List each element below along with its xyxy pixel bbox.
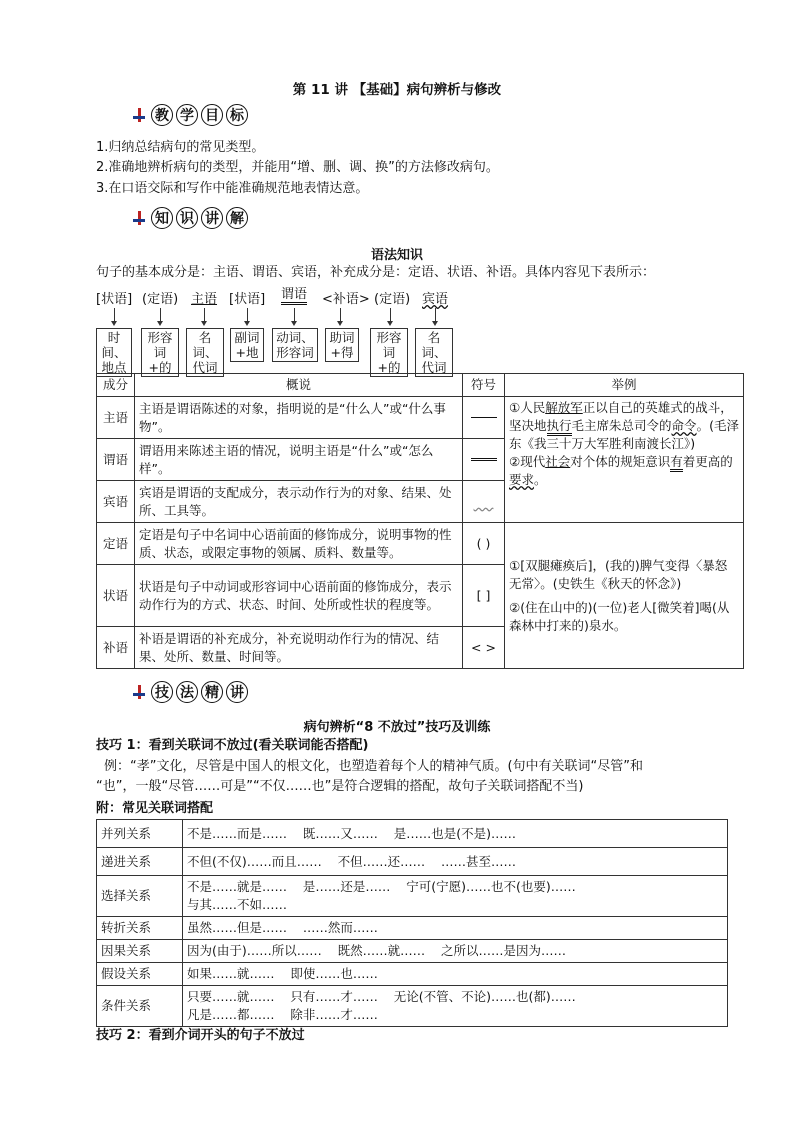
table-row (97, 917, 728, 940)
table-row (97, 963, 728, 986)
goal-item: 1.归纳总结病句的常见类型。 (96, 140, 265, 155)
section-char: 教 (151, 104, 173, 126)
appendix-heading: 附：常见关联词搭配 (96, 801, 214, 816)
relation-type: 假设关系 (97, 963, 183, 986)
symbol-adverbial: [ ] (463, 565, 505, 627)
section-char: 标 (226, 104, 248, 126)
relation-words: 不是……而是…… 既……又…… 是……也是(不是)…… (183, 820, 728, 848)
example-cell-2: ①[双腿瘫痪后]，(我的)脾气变得〈暴怒无常〉。(史铁生《秋天的怀念》) ②(住在山中的)(一位)老人[微笑着]喝(从森林中打来的)泉水。 (505, 523, 744, 669)
tip-1: 技巧 1：看到关联词不放过(看关联词能否搭配) (96, 738, 369, 753)
example-line: 例：“孝”文化，尽管是中国人的根文化，也塑造着每个人的精神气质。(句中有关联词“尽管”和 (104, 759, 644, 774)
table-row (97, 523, 744, 565)
table-row (97, 397, 744, 439)
symbol-attributive: ( ) (463, 523, 505, 565)
structure-label: (定语) (142, 292, 179, 307)
section-char: 讲 (226, 681, 248, 703)
section-marker-icon (133, 685, 145, 699)
relation-type: 因果关系 (97, 940, 183, 963)
section-header-skills (133, 681, 248, 703)
relation-words: 不但(不仅)……而且…… 不但……还…… ……甚至…… (183, 848, 728, 876)
table-row (97, 876, 728, 917)
page-title: 第 11 讲 【基础】病句辨析与修改 (292, 82, 502, 98)
relation-type: 递进关系 (97, 848, 183, 876)
example-line: “也”，一般“尽管……可是”“不仅……也”是符合逻辑的搭配，故句子关联词搭配不当) (96, 779, 584, 794)
structure-label: 宾语 (422, 292, 449, 307)
structure-box: 时间、 地点 (96, 328, 132, 377)
section-char: 技 (151, 681, 173, 703)
structure-label: (定语) (374, 292, 411, 307)
table-header-row (97, 374, 744, 397)
relation-type: 条件关系 (97, 986, 183, 1027)
grammar-intro: 句子的基本成分是：主语、谓语、宾语，补充成分是：定语、状语、补语。具体内容见下表所示： (96, 265, 656, 280)
table-header: 概说 (135, 374, 463, 397)
relation-words: 因为(由于)……所以…… 既然……就…… 之所以……是因为…… (183, 940, 728, 963)
section-char: 精 (201, 681, 223, 703)
structure-box: 名词、 代词 (186, 328, 224, 377)
structure-box: 助词 +得 (325, 328, 359, 362)
component-desc: 宾语是谓语的支配成分，表示动作行为的对象、结果、处所、工具等。 (135, 481, 463, 523)
section-char: 讲 (201, 207, 223, 229)
goal-item: 3.在口语交际和写作中能准确规范地表情达意。 (96, 181, 369, 196)
grammar-components-table (96, 373, 744, 669)
table-row (97, 848, 728, 876)
component-desc: 主语是谓语陈述的对象，指明说的是“什么人”或“什么事物”。 (135, 397, 463, 439)
component-name: 补语 (97, 627, 135, 669)
section-marker-icon (133, 108, 145, 122)
section-header-goals (133, 104, 248, 126)
section-marker-icon (133, 211, 145, 225)
symbol-object (463, 481, 505, 523)
section-header-knowledge (133, 207, 248, 229)
table-header: 符号 (463, 374, 505, 397)
table-row (97, 820, 728, 848)
relation-type: 选择关系 (97, 876, 183, 917)
relation-words: 不是……就是…… 是……还是…… 宁可(宁愿)……也不(也要)…… 与其……不如…… (183, 876, 728, 917)
component-desc: 定语是句子中名词中心语前面的修饰成分，说明事物的性质、状态，或限定事物的领属、质料、数量等。 (135, 523, 463, 565)
relation-type: 并列关系 (97, 820, 183, 848)
section-char: 解 (226, 207, 248, 229)
table-row (97, 940, 728, 963)
relation-words: 只要……就…… 只有……才…… 无论(不管、不论)……也(都)…… 凡是……都…… 除非……才…… (183, 986, 728, 1027)
structure-label: [状语] (96, 292, 133, 307)
structure-label: 主语 (191, 292, 218, 307)
section-char: 目 (201, 104, 223, 126)
section-char: 学 (176, 104, 198, 126)
symbol-complement: < > (463, 627, 505, 669)
component-name: 宾语 (97, 481, 135, 523)
component-desc: 谓语用来陈述主语的情况，说明主语是“什么”或“怎么样”。 (135, 439, 463, 481)
goal-item: 2.准确地辨析病句的类型，并能用“增、删、调、换”的方法修改病句。 (96, 160, 499, 175)
grammar-heading: 语法知识 (370, 248, 423, 263)
structure-box: 副词 +地 (230, 328, 264, 362)
tip-2: 技巧 2：看到介词开头的句子不放过 (96, 1028, 305, 1043)
conjunctions-table (96, 819, 728, 1027)
component-name: 谓语 (97, 439, 135, 481)
component-name: 定语 (97, 523, 135, 565)
section-char: 识 (176, 207, 198, 229)
structure-label: 谓语 (281, 288, 307, 305)
relation-words: 虽然……但是…… ……然而…… (183, 917, 728, 940)
section-char: 知 (151, 207, 173, 229)
symbol-subject (463, 397, 505, 439)
structure-box: 形容 词+的 (370, 328, 408, 377)
component-desc: 补语是谓语的补充成分，补充说明动作行为的情况、结果、处所、数量、时间等。 (135, 627, 463, 669)
component-name: 状语 (97, 565, 135, 627)
table-header: 成分 (97, 374, 135, 397)
structure-box: 形容 词+的 (141, 328, 179, 377)
structure-box: 名词、 代词 (415, 328, 453, 377)
structure-label: <补语> (322, 292, 370, 307)
skills-heading: 病句辨析“8 不放过”技巧及训练 (303, 720, 491, 735)
section-char: 法 (176, 681, 198, 703)
component-desc: 状语是句子中动词或形容词中心语前面的修饰成分，表示动作行为的方式、状态、时间、处所或性状的程度等。 (135, 565, 463, 627)
relation-words: 如果……就…… 即使……也…… (183, 963, 728, 986)
structure-label: [状语] (229, 292, 266, 307)
table-header: 举例 (505, 374, 744, 397)
example-cell-1: ①人民解放军正以自己的英雄式的战斗，坚决地执行毛主席朱总司令的命令。(毛泽东《我三十万大军胜利南渡长江》) ②现代社会对个体的规矩意识有着更高的要求。 (505, 397, 744, 523)
relation-type: 转折关系 (97, 917, 183, 940)
symbol-predicate (463, 439, 505, 481)
table-row (97, 986, 728, 1027)
structure-box: 动词、 形容词 (272, 328, 318, 362)
component-name: 主语 (97, 397, 135, 439)
